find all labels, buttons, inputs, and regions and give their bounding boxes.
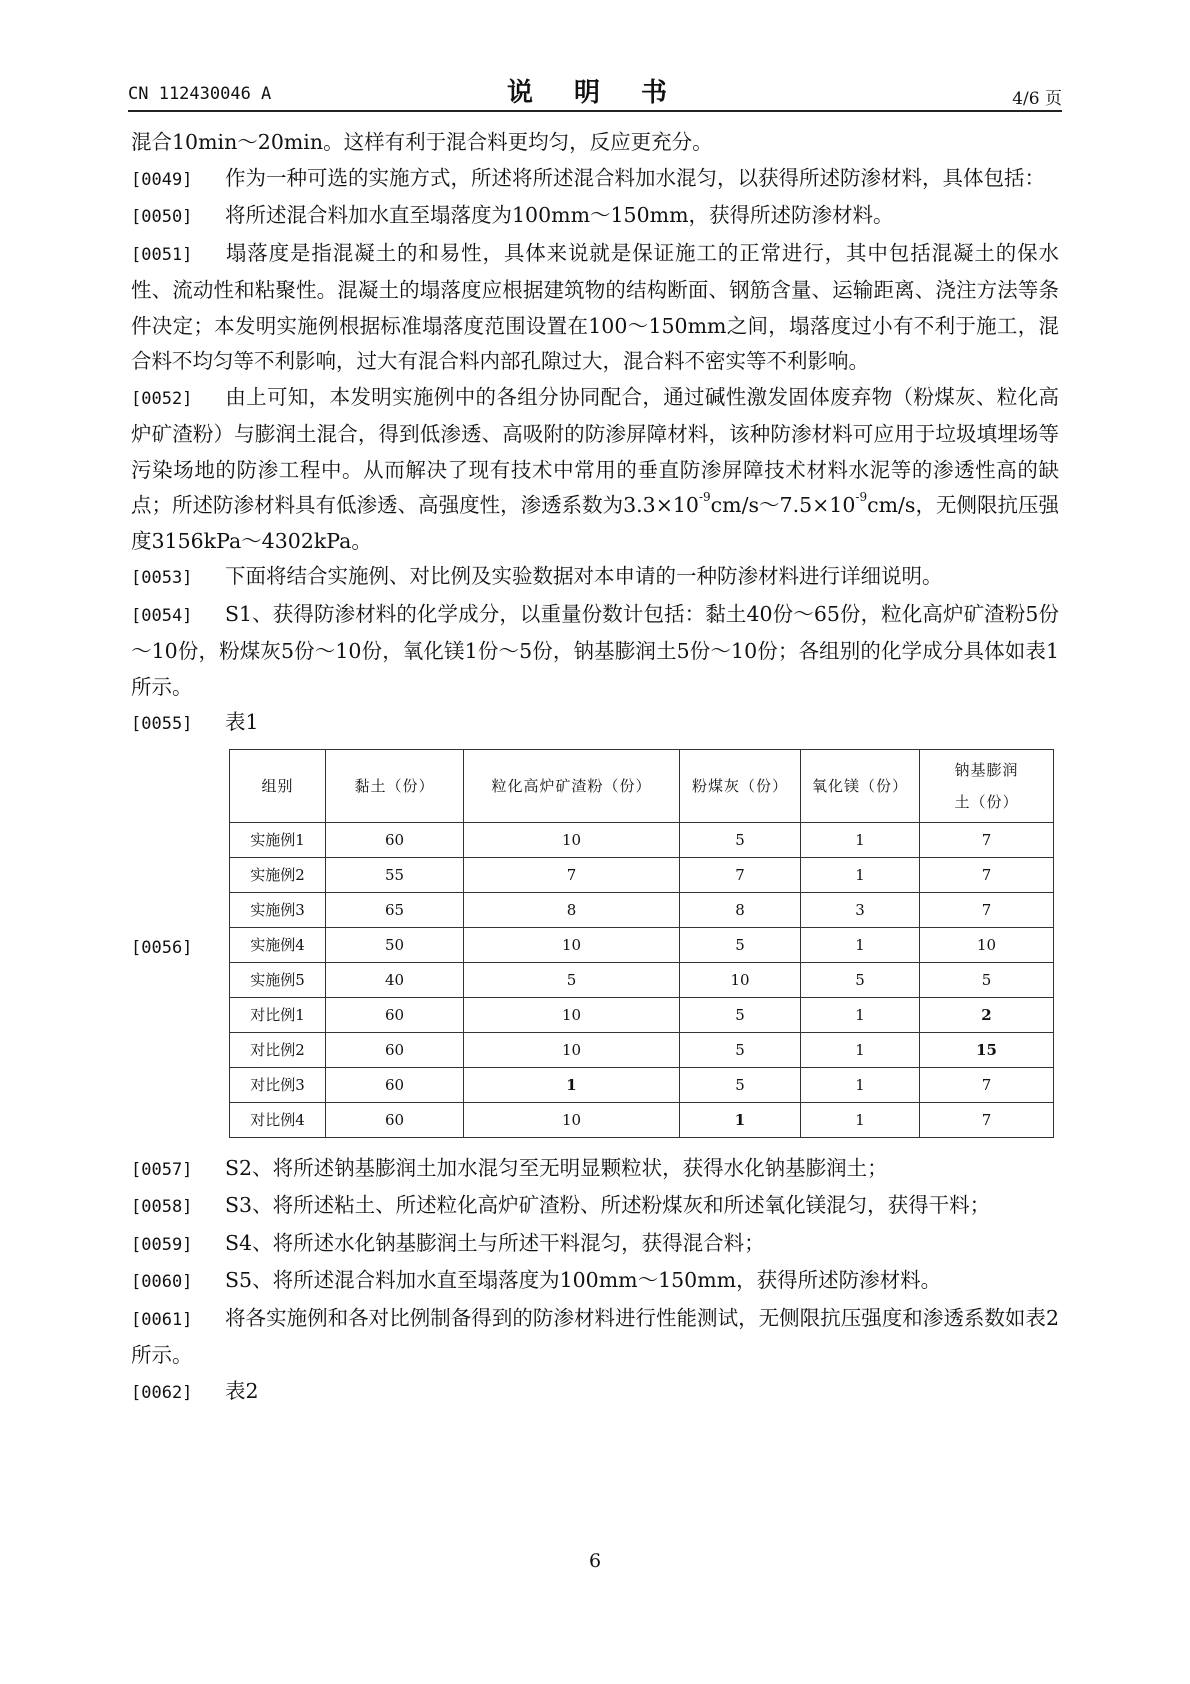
paragraph-number: [0050] bbox=[131, 207, 193, 227]
table-cell: 5 bbox=[680, 1067, 801, 1102]
paragraph-number: [0061] bbox=[131, 1309, 193, 1330]
table-row bbox=[230, 1067, 1054, 1102]
table-cell: 8 bbox=[680, 892, 801, 927]
paragraph-0061 bbox=[131, 1301, 1059, 1374]
table-cell: 实施例2 bbox=[230, 857, 326, 892]
table-cell: 7 bbox=[920, 1067, 1054, 1102]
paragraph-0049 bbox=[131, 161, 1059, 199]
table-cell: 8 bbox=[464, 892, 680, 927]
table-header: 组别 bbox=[230, 749, 326, 822]
table-cell: 10 bbox=[920, 927, 1054, 962]
paragraph-0055 bbox=[131, 705, 1059, 743]
table-cell: 5 bbox=[920, 962, 1054, 997]
paragraph-number: [0051] bbox=[131, 244, 193, 265]
paragraph-0062 bbox=[131, 1374, 1059, 1412]
table-cell: 5 bbox=[680, 997, 801, 1032]
table-cell: 1 bbox=[801, 822, 920, 857]
paragraph-text: 下面将结合实施例、对比例及实验数据对本申请的一种防渗材料进行详细说明。 bbox=[225, 564, 943, 588]
page-header bbox=[128, 74, 1062, 112]
table-header-text: 钠基膨润土（份） bbox=[954, 760, 1019, 811]
table-cell: 10 bbox=[464, 822, 680, 857]
paragraph-text: cm/s，无侧限抗压强度3156kPa～4302kPa。 bbox=[131, 493, 1059, 553]
table-header: 粒化高炉矿渣粉（份） bbox=[464, 749, 680, 822]
table-cell: 7 bbox=[920, 822, 1054, 857]
table-cell: 10 bbox=[464, 927, 680, 962]
paragraph-text: S5、将所述混合料加水直至塌落度为100mm～150mm，获得所述防渗材料。 bbox=[225, 1268, 942, 1292]
table-row bbox=[230, 997, 1054, 1032]
table-cell: 对比例2 bbox=[230, 1032, 326, 1067]
paragraph-text: 将所述混合料加水直至塌落度为100mm～150mm，获得所述防渗材料。 bbox=[225, 203, 894, 227]
table-cell: 对比例3 bbox=[230, 1067, 326, 1102]
paragraph-text: 塌落度是指混凝土的和易性，具体来说就是保证施工的正常进行，其中包括混凝土的保水性、流动性和粘聚性。混凝土的塌落度应根据建筑物的结构断面、钢筋含量、运输距离、浇注方法等条件决定；本发明实施例根据标准塌落度范围设置在100～150mm之间，塌落度过小有不利于施工，混合料不均匀等不利影响，过大有混合料内部孔隙过大，混合料不密实等不利影响。 bbox=[131, 240, 1059, 373]
paragraph-0052 bbox=[131, 380, 1059, 560]
table-cell: 10 bbox=[464, 1032, 680, 1067]
paragraph-0057 bbox=[131, 1151, 1059, 1189]
table-row bbox=[230, 857, 1054, 892]
table-cell: 5 bbox=[680, 1032, 801, 1067]
page-number: 6 bbox=[588, 1550, 602, 1572]
table-cell: 7 bbox=[920, 892, 1054, 927]
table-cell: 1 bbox=[464, 1067, 680, 1102]
table-cell: 1 bbox=[801, 1032, 920, 1067]
table-cell: 对比例4 bbox=[230, 1102, 326, 1137]
table-row bbox=[230, 962, 1054, 997]
paragraph-0059 bbox=[131, 1226, 1059, 1264]
paragraph-number: [0052] bbox=[131, 388, 193, 409]
table-cell: 7 bbox=[464, 857, 680, 892]
exponent: -9 bbox=[698, 490, 711, 505]
table-header: 粉煤灰（份） bbox=[680, 749, 801, 822]
document-body bbox=[131, 125, 1059, 1411]
paragraph-text: 将各实施例和各对比例制备得到的防渗材料进行性能测试，无侧限抗压强度和渗透系数如表2所示。 bbox=[131, 1305, 1059, 1367]
table-cell: 实施例5 bbox=[230, 962, 326, 997]
paragraph-number: [0053] bbox=[131, 568, 193, 588]
table-row bbox=[230, 822, 1054, 857]
table-header: 氧化镁（份） bbox=[801, 749, 920, 822]
table-cell: 40 bbox=[326, 962, 464, 997]
paragraph-number: [0056] bbox=[131, 937, 193, 958]
paragraph-0053 bbox=[131, 559, 1059, 597]
table-cell: 5 bbox=[680, 822, 801, 857]
table-cell: 1 bbox=[801, 1067, 920, 1102]
table-row bbox=[230, 892, 1054, 927]
paragraph-0058 bbox=[131, 1188, 1059, 1226]
table-cell: 65 bbox=[326, 892, 464, 927]
paragraph-text: S4、将所述水化钠基膨润土与所述干料混匀，获得混合料； bbox=[225, 1230, 765, 1255]
table-row bbox=[230, 1032, 1054, 1067]
table-cell: 60 bbox=[326, 822, 464, 857]
paragraph-text: cm/s～7.5×10 bbox=[710, 493, 856, 517]
table-cell: 5 bbox=[801, 962, 920, 997]
paragraph-text: S1、获得防渗材料的化学成分，以重量份数计包括：黏土40份～65份，粒化高炉矿渣粉5份～10份，粉煤灰5份～10份，氧化镁1份～5份，钠基膨润土5份～10份；各组别的化学成分具体如表1所示。 bbox=[131, 601, 1059, 699]
table-row bbox=[230, 1102, 1054, 1137]
table-cell: 实施例3 bbox=[230, 892, 326, 927]
table-cell: 7 bbox=[920, 1102, 1054, 1137]
table-cell: 50 bbox=[326, 927, 464, 962]
table-row bbox=[230, 927, 1054, 962]
paragraph-text: S3、将所述粘土、所述粒化高炉矿渣粉、所述粉煤灰和所述氧化镁混匀，获得干料； bbox=[225, 1193, 991, 1217]
composition-table bbox=[229, 749, 1054, 1138]
paragraph-0060 bbox=[131, 1263, 1059, 1301]
paragraph-number: [0057] bbox=[131, 1159, 193, 1180]
table-cell: 10 bbox=[680, 962, 801, 997]
paragraph-number: [0060] bbox=[131, 1272, 193, 1292]
table-cell: 15 bbox=[920, 1032, 1054, 1067]
table-cell: 7 bbox=[680, 857, 801, 892]
table-cell: 10 bbox=[464, 1102, 680, 1137]
document-title: 说 明 书 bbox=[506, 78, 684, 108]
table-cell: 实施例1 bbox=[230, 822, 326, 857]
paragraph-number: [0059] bbox=[131, 1234, 193, 1255]
table-cell: 7 bbox=[920, 857, 1054, 892]
paragraph-text: 由上可知，本发明实施例中的各组分协同配合，通过碱性激发固体废弃物（粉煤灰、粒化高炉矿渣粉）与膨润土混合，得到低渗透、高吸附的防渗屏障材料，该种防渗材料可应用于垃圾填埋场等污染场地的防渗工程中。从而解决了现有技术中常用的垂直防渗屏障技术材料水泥等的渗透性高的缺点；所述防渗材料具有低渗透、高强度性，渗透系数为3.3×10 bbox=[131, 384, 1059, 517]
table-cell: 5 bbox=[464, 962, 680, 997]
table-cell: 60 bbox=[326, 1102, 464, 1137]
paragraph-0050 bbox=[131, 198, 1059, 236]
paragraph-number: [0055] bbox=[131, 714, 193, 734]
patent-number: CN 112430046 A bbox=[128, 84, 272, 104]
page-indicator: 4/6 页 bbox=[1012, 89, 1062, 109]
table-cell: 1 bbox=[801, 927, 920, 962]
table-cell: 2 bbox=[920, 997, 1054, 1032]
paragraph-number: [0049] bbox=[131, 169, 193, 190]
paragraph-number: [0054] bbox=[131, 605, 193, 626]
table-cell: 5 bbox=[680, 927, 801, 962]
paragraph-0051 bbox=[131, 236, 1059, 380]
table-cell: 1 bbox=[801, 997, 920, 1032]
table-caption: 表2 bbox=[225, 1378, 259, 1403]
table-caption: 表1 bbox=[225, 710, 259, 734]
table-cell: 60 bbox=[326, 1032, 464, 1067]
paragraph-0054 bbox=[131, 597, 1059, 706]
table-cell: 55 bbox=[326, 857, 464, 892]
table-header bbox=[920, 749, 1054, 822]
table-cell: 60 bbox=[326, 1067, 464, 1102]
exponent: -9 bbox=[855, 490, 868, 505]
table-header: 黏土（份） bbox=[326, 749, 464, 822]
paragraph-number: [0062] bbox=[131, 1382, 193, 1403]
paragraph-continued: 混合10min～20min。这样有利于混合料更均匀，反应更充分。 bbox=[131, 130, 713, 154]
table-header-row bbox=[230, 749, 1054, 822]
table-cell: 1 bbox=[801, 1102, 920, 1137]
table-cell: 10 bbox=[464, 997, 680, 1032]
table-cell: 1 bbox=[680, 1102, 801, 1137]
table-cell: 实施例4 bbox=[230, 927, 326, 962]
paragraph-number: [0058] bbox=[131, 1197, 193, 1217]
paragraph-text: S2、将所述钠基膨润土加水混匀至无明显颗粒状，获得水化钠基膨润土； bbox=[225, 1155, 888, 1180]
table-cell: 对比例1 bbox=[230, 997, 326, 1032]
paragraph-text: 作为一种可选的实施方式，所述将所述混合料加水混匀，以获得所述防渗材料，具体包括： bbox=[225, 165, 1045, 190]
table-block bbox=[131, 749, 1059, 1151]
table-cell: 60 bbox=[326, 997, 464, 1032]
table-cell: 3 bbox=[801, 892, 920, 927]
table-cell: 1 bbox=[801, 857, 920, 892]
